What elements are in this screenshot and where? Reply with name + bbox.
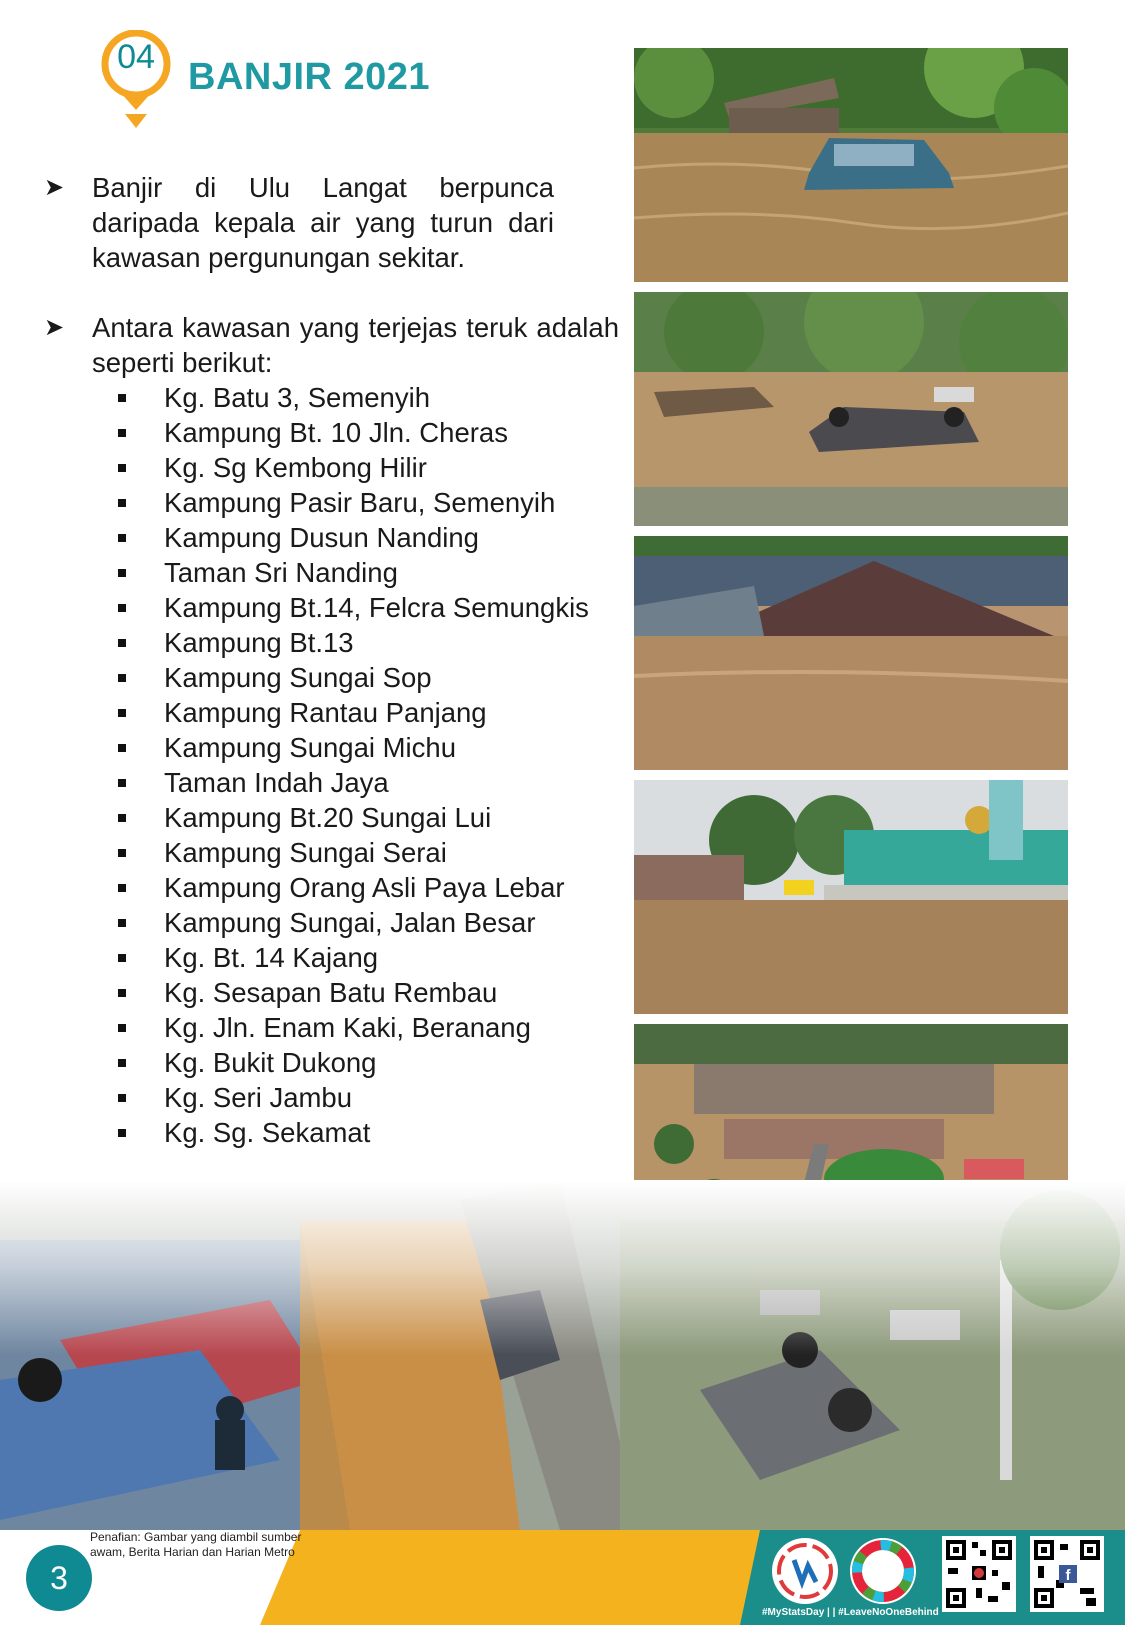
page-number: 3 [26, 1545, 92, 1611]
list-item: Kg. Seri Jambu [112, 1080, 589, 1115]
square-bullet-icon [118, 919, 126, 927]
list-item: Kg. Bukit Dukong [112, 1045, 589, 1080]
square-bullet-icon [118, 394, 126, 402]
page-title: BANJIR 2021 [188, 56, 431, 98]
intro-bullet-1 [44, 170, 554, 275]
qr-code-icon[interactable] [942, 1536, 1016, 1612]
square-bullet-icon [118, 534, 126, 542]
square-bullet-icon [118, 884, 126, 892]
list-item: Kg. Sesapan Batu Rembau [112, 975, 589, 1010]
list-item: Kampung Rantau Panjang [112, 695, 589, 730]
list-item: Taman Indah Jaya [112, 765, 589, 800]
section-number: 04 [117, 38, 155, 76]
square-bullet-icon [118, 779, 126, 787]
footer-hashtags: #MyStatsDay | | #LeaveNoOneBehind [762, 1607, 939, 1618]
intro-text-2: Antara kawasan yang terjejas teruk adalah seperti berikut: [92, 312, 619, 378]
list-item: Kg. Batu 3, Semenyih [112, 380, 589, 415]
list-item: Kampung Dusun Nanding [112, 520, 589, 555]
square-bullet-icon [118, 1129, 126, 1137]
list-item: Kampung Sungai, Jalan Besar [112, 905, 589, 940]
square-bullet-icon [118, 954, 126, 962]
list-item: Kg. Sg. Sekamat [112, 1115, 589, 1150]
disclaimer-text: Penafian: Gambar yang diambil sumber awam, Berita Harian dan Harian Metro [90, 1530, 302, 1559]
list-item: Kampung Sungai Michu [112, 730, 589, 765]
flood-photo-debris-vehicles [634, 292, 1068, 526]
mystatsday-logo [772, 1538, 838, 1604]
list-item: Kampung Sungai Serai [112, 835, 589, 870]
flood-photo-submerged-car [634, 48, 1068, 282]
flood-collage-banner [0, 1180, 1125, 1530]
square-bullet-icon [118, 1094, 126, 1102]
sdg-wheel-logo [850, 1538, 916, 1604]
square-bullet-icon [118, 464, 126, 472]
list-item: Kampung Pasir Baru, Semenyih [112, 485, 589, 520]
list-item: Kampung Bt. 10 Jln. Cheras [112, 415, 589, 450]
intro-bullet-2 [44, 310, 619, 380]
square-bullet-icon [118, 604, 126, 612]
list-item: Kampung Bt.20 Sungai Lui [112, 800, 589, 835]
list-item: Kampung Bt.14, Felcra Semungkis [112, 590, 589, 625]
square-bullet-icon [118, 1059, 126, 1067]
arrow-bullet-icon: ➤ [44, 314, 65, 341]
square-bullet-icon [118, 814, 126, 822]
square-bullet-icon [118, 849, 126, 857]
intro-text-1: Banjir di Ulu Langat berpunca daripada kepala air yang turun dari kawasan pergunungan sekitar. [92, 172, 554, 273]
list-item: Kampung Bt.13 [112, 625, 589, 660]
square-bullet-icon [118, 429, 126, 437]
qr-code-icon[interactable] [1030, 1536, 1104, 1612]
flood-photo-submerged-roofs [634, 536, 1068, 770]
square-bullet-icon [118, 569, 126, 577]
svg-text:f: f [1065, 1567, 1071, 1584]
affected-areas-list [112, 380, 589, 1150]
list-item: Taman Sri Nanding [112, 555, 589, 590]
square-bullet-icon [118, 674, 126, 682]
square-bullet-icon [118, 499, 126, 507]
flood-photo-mosque-street [634, 780, 1068, 1014]
list-item: Kg. Sg Kembong Hilir [112, 450, 589, 485]
list-item: Kg. Bt. 14 Kajang [112, 940, 589, 975]
square-bullet-icon [118, 989, 126, 997]
square-bullet-icon [118, 709, 126, 717]
list-item: Kampung Orang Asli Paya Lebar [112, 870, 589, 905]
arrow-bullet-icon: ➤ [44, 174, 65, 201]
list-item: Kampung Sungai Sop [112, 660, 589, 695]
square-bullet-icon [118, 744, 126, 752]
list-item: Kg. Jln. Enam Kaki, Beranang [112, 1010, 589, 1045]
square-bullet-icon [118, 639, 126, 647]
square-bullet-icon [118, 1024, 126, 1032]
